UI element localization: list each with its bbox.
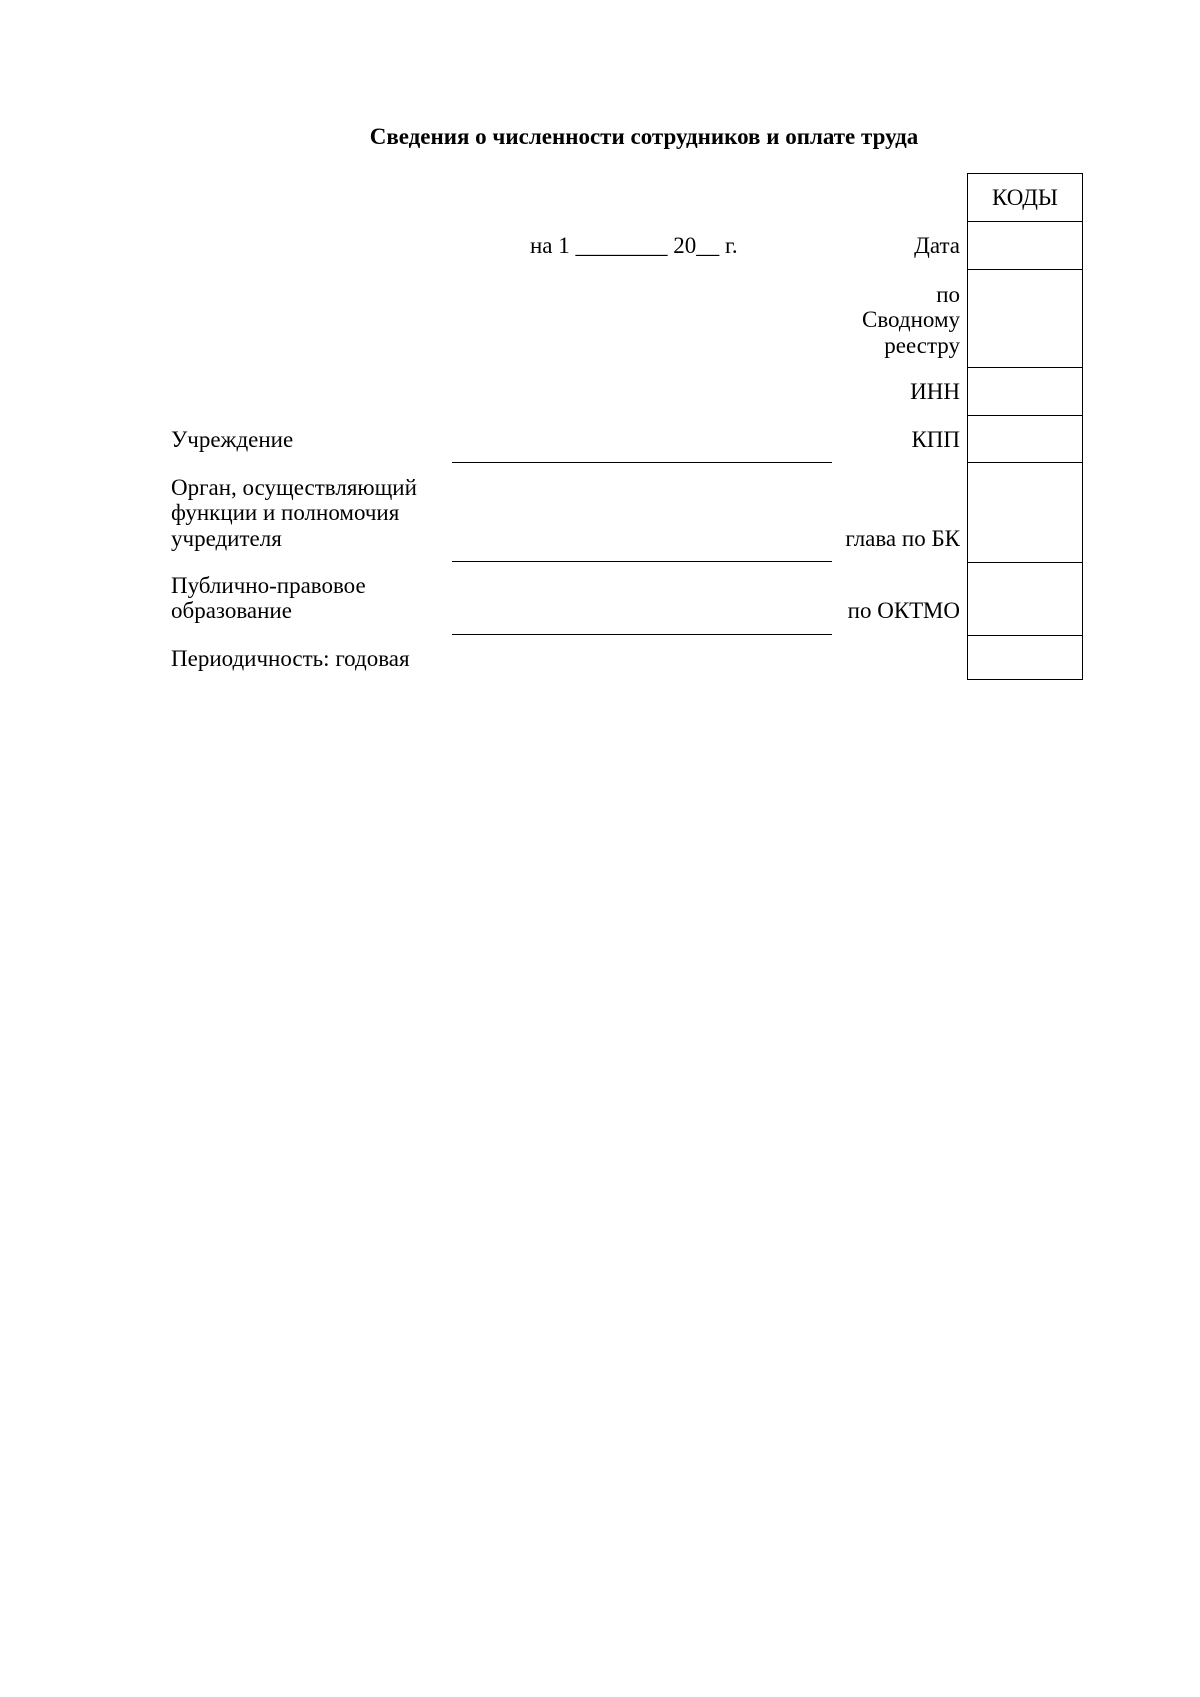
codes-row-divider	[968, 562, 1082, 563]
codes-row-divider	[968, 367, 1082, 368]
ppo-underline	[452, 634, 832, 635]
label-kpp: КПП	[911, 427, 960, 452]
codes-row-divider	[968, 221, 1082, 222]
document-title: Сведения о численности сотрудников и оплате труда	[369, 124, 919, 149]
label-glava-bk: глава по БК	[845, 526, 960, 551]
label-svod-1: по	[936, 282, 960, 307]
institution-underline	[452, 462, 832, 463]
codes-row-divider	[968, 269, 1082, 270]
date-line: на 1 ________ 20__ г.	[530, 233, 738, 258]
codes-header: КОДЫ	[992, 185, 1058, 210]
codes-row-divider	[968, 415, 1082, 416]
label-inn: ИНН	[910, 379, 960, 404]
label-institution: Учреждение	[171, 427, 294, 452]
label-ppo-1: Публично-правовое	[171, 573, 366, 598]
label-organ-2: функции и полномочия	[171, 500, 400, 525]
label-svod-3: реестру	[884, 333, 960, 358]
organ-underline	[452, 561, 832, 562]
label-oktmo: по ОКТМО	[847, 598, 960, 623]
codes-table	[967, 173, 1083, 680]
label-svod-2: Сводному	[861, 307, 960, 332]
label-organ-1: Орган, осуществляющий	[171, 475, 417, 500]
codes-row-divider	[968, 462, 1082, 463]
label-ppo-2: образование	[171, 598, 292, 623]
label-organ-3: учредителя	[171, 526, 282, 551]
codes-row-divider	[968, 635, 1082, 636]
label-date: Дата	[914, 233, 960, 258]
label-periodicity: Периодичность: годовая	[171, 646, 410, 671]
